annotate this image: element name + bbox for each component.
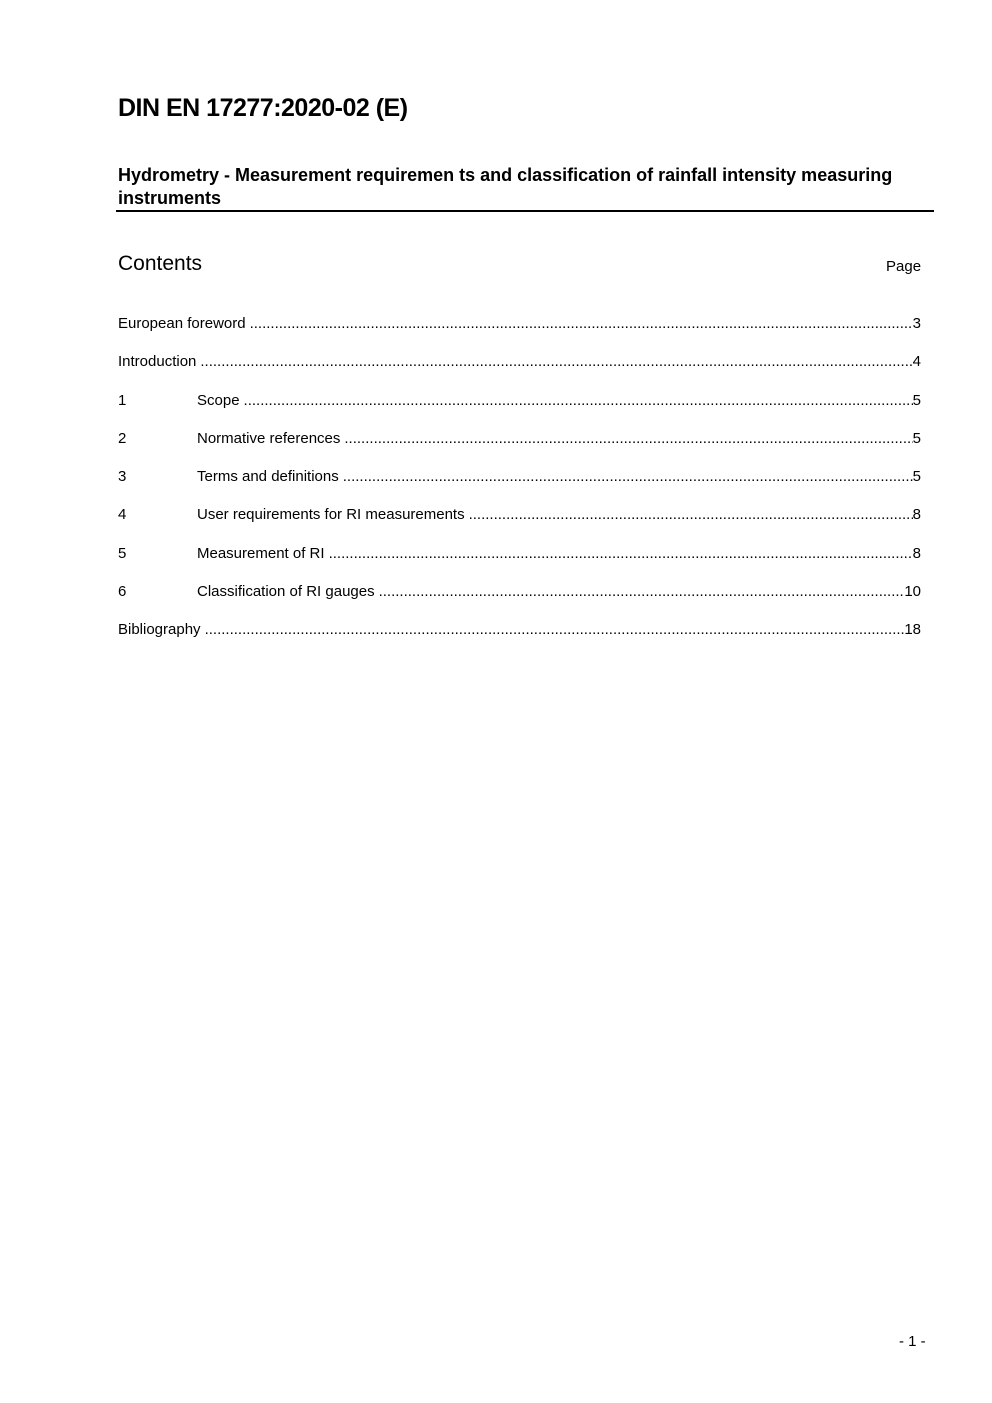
toc-entry-page: 18 [904, 621, 921, 639]
toc-entry-number: 2 [118, 429, 127, 447]
toc-entry-page: 3 [912, 315, 921, 332]
toc-entry-number: 6 [118, 583, 127, 601]
document-id: DIN EN 17277:2020-02 (E) [118, 94, 408, 122]
toc-dot-leader [250, 315, 913, 332]
toc-entry-scope[interactable] [118, 392, 921, 430]
toc-dot-leader [329, 545, 913, 562]
toc-entry-page: 5 [912, 468, 921, 486]
toc-entry-page: 4 [912, 353, 921, 371]
toc-dot-leader [244, 392, 913, 409]
toc-entry-page: 5 [912, 391, 921, 409]
toc-entry-page: 8 [912, 506, 921, 524]
toc-dot-leader [200, 353, 912, 370]
toc-entry-title: Introduction [118, 353, 197, 371]
page-number: - 1 - [899, 1333, 926, 1350]
toc-entry-number: 5 [118, 544, 127, 562]
toc-entry-introduction[interactable] [118, 353, 921, 391]
toc-entry-title: User requirements for RI measurements [197, 506, 465, 524]
contents-heading: Contents [118, 252, 203, 275]
toc-entry-european-foreword[interactable] [118, 315, 921, 353]
toc-entry-title: European foreword [118, 315, 246, 332]
toc-dot-leader [205, 621, 905, 638]
toc-entry-measurement-of-ri[interactable] [118, 545, 921, 583]
title-divider [116, 210, 934, 212]
toc-entry-title: Terms and definitions [197, 468, 339, 486]
toc-entry-classification-of-ri-gauges[interactable] [118, 583, 921, 621]
toc-entry-page: 5 [912, 429, 921, 447]
toc-entry-page: 8 [912, 544, 921, 562]
document-title: Hydrometry - Measurement requiremen ts and classification of rainfall intensity measuring instruments [118, 165, 893, 208]
toc-entry-number: 3 [118, 468, 127, 486]
toc-entry-user-requirements[interactable] [118, 506, 921, 544]
table-of-contents [118, 315, 921, 660]
toc-entry-number: 1 [118, 391, 127, 409]
toc-entry-title: Bibliography [118, 621, 201, 639]
toc-dot-leader [344, 430, 912, 447]
toc-dot-leader [469, 506, 913, 523]
page-column-label: Page [886, 258, 922, 275]
toc-entry-bibliography[interactable] [118, 621, 921, 659]
toc-entry-title: Measurement of RI [197, 544, 325, 562]
toc-dot-leader [343, 468, 913, 485]
toc-entry-page: 10 [904, 583, 921, 601]
toc-entry-terms-and-definitions[interactable] [118, 468, 921, 506]
toc-entry-number: 4 [118, 506, 127, 524]
toc-entry-title: Classification of RI gauges [197, 583, 375, 601]
toc-entry-title: Normative references [197, 429, 341, 447]
toc-dot-leader [379, 583, 905, 600]
toc-entry-title: Scope [197, 391, 240, 409]
toc-entry-normative-references[interactable] [118, 430, 921, 468]
